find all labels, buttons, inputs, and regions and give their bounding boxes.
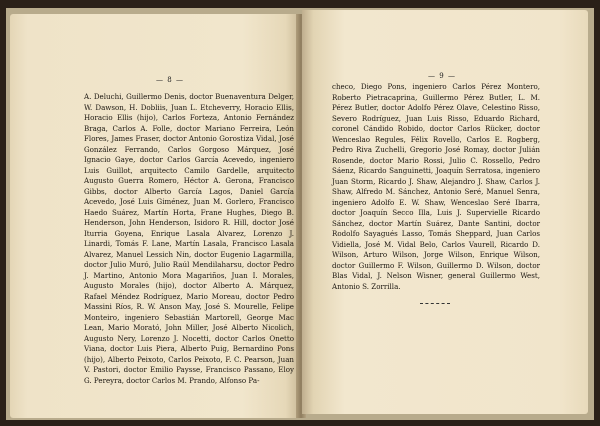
page-number: — 9 — [428,72,456,80]
page-text: checo, Diego Pons, ingeniero Carlos Pérez Montero, Roberto Pietracaprina, Guillermo Pérez Butler, L. M. Pérez Butler, doctor Adolfo Pérez Olave, Celestino Risso, Severo Rodríguez, Juan Luis Risso, Eduardo Richard, coronel Cándido Robido, doctor Carlos Rücker, doctor Wenceslao Regules, Félix Rovello, Carlos E. Rogberg, Pedro Riva Zuchelli, Gregorio José Romay, doctor Julián Rosende, doctor Mario Rossi, Julio C. Rossello, Pedro Sáenz, Ricardo Sanguinetti, Joaquín Serratosa, ingeniero Juan Storm, Ricardo J. Shaw, Alejandro J. Shaw, Carlos J. Shaw, Alfredo M. Sánchez, Antonio Seré, Manuel Senra, ingeniero Adolfo E. W. Shaw, Wenceslao Seré Ibarra, doctor Joaquín Secco Illa, Luis J. Supervielle Ricardo Sánchez, doctor Martín Suárez, Dante Santini, doctor Rodolfo Sayagués Lasso, Tomás Sheppard, Juan Carlos Vidiella, José M. Vidal Belo, Carlos Vaurell, Ricardo D. Wilson, Arturo Wilson, Jorge Wilson, Enrique Wilson, doctor Guillermo F. Wilson, Guillermo D. Wilson, doctor Blas Vidal, J. Nelson Wisner, general Guillermo West, Antonio S. Zorrilla. [332,82,540,291]
left-page [10,14,300,418]
page-number: — 8 — [156,76,184,84]
open-book [6,8,594,420]
right-page [302,10,588,414]
end-rule [420,303,450,304]
page-text: A. Deluchi, Guillermo Denis, doctor Buenaventura Delger, W. Dawson, H. Dobliis, Juan L. Etcheverry, Horacio Ellis, Horacio Ellis (hijo), Carlos Forteza, Antonio Fernández Braga, Carlos A. Folle, doctor Mariano Ferreira, León Flores, James Fraser, doctor Antonio Gorostiza Vidal, José González Ferrando, Carlos Gorgoso Márquez, José Ignacio Gaye, doctor Carlos García Acevedo, ingeniero Luis Guillot, arquitecto Camilo Gardelle, arquitecto Augusto Guerra Romero, Héctor A. Gerona, Francisco Gibbs, doctor Alberto García Lagos, Daniel García Acevedo, José Luis Giménez, Juan M. Gorlero, Francisco Haedo Suárez, Martín Horta, Frane Hughes, Diego B. Henderson, John Henderson, Isidoro R. Hill, doctor José Iturria Goyena, Enrique Lasala Alvarez, Lorenzo J. Linardi, Tomás F. Lane, Martín Lasala, Francisco Lasala Alvarez, Manuel Lessich Nin, doctor Eugenio Lagarmilla, doctor Julio Muró, Julio Raúl Mendilaharsu, doctor Pedro J. Martino, Antonio Mora Magariños, Juan I. Morales, Augusto Morales (hijo), doctor Alberto A. Márquez, Rafael Méndez Rodríguez, Mario Moreau, doctor Pedro Massini Ríos, R. W. Anson May, José S. Mourelle, Felipe Monteiro, ingeniero Sebastián Martorell, George Mac Lean, Mario Morató, John Miller, José Alberto Nicolich, Augusto Nery, Lorenzo J. Nocetti, doctor Carlos Onetto Viana, doctor Luis Piera, Alberto Puig, Bernardino Pons (hijo), Alberto Peixoto, Carlos Peixoto, F. C. Pearson, Juan V. Pastori, doctor Emilio Paysse, Francisco Passano, Eloy G. Pereyra, doctor Carlos M. Prando, Alfonso Pa- [84,92,294,385]
